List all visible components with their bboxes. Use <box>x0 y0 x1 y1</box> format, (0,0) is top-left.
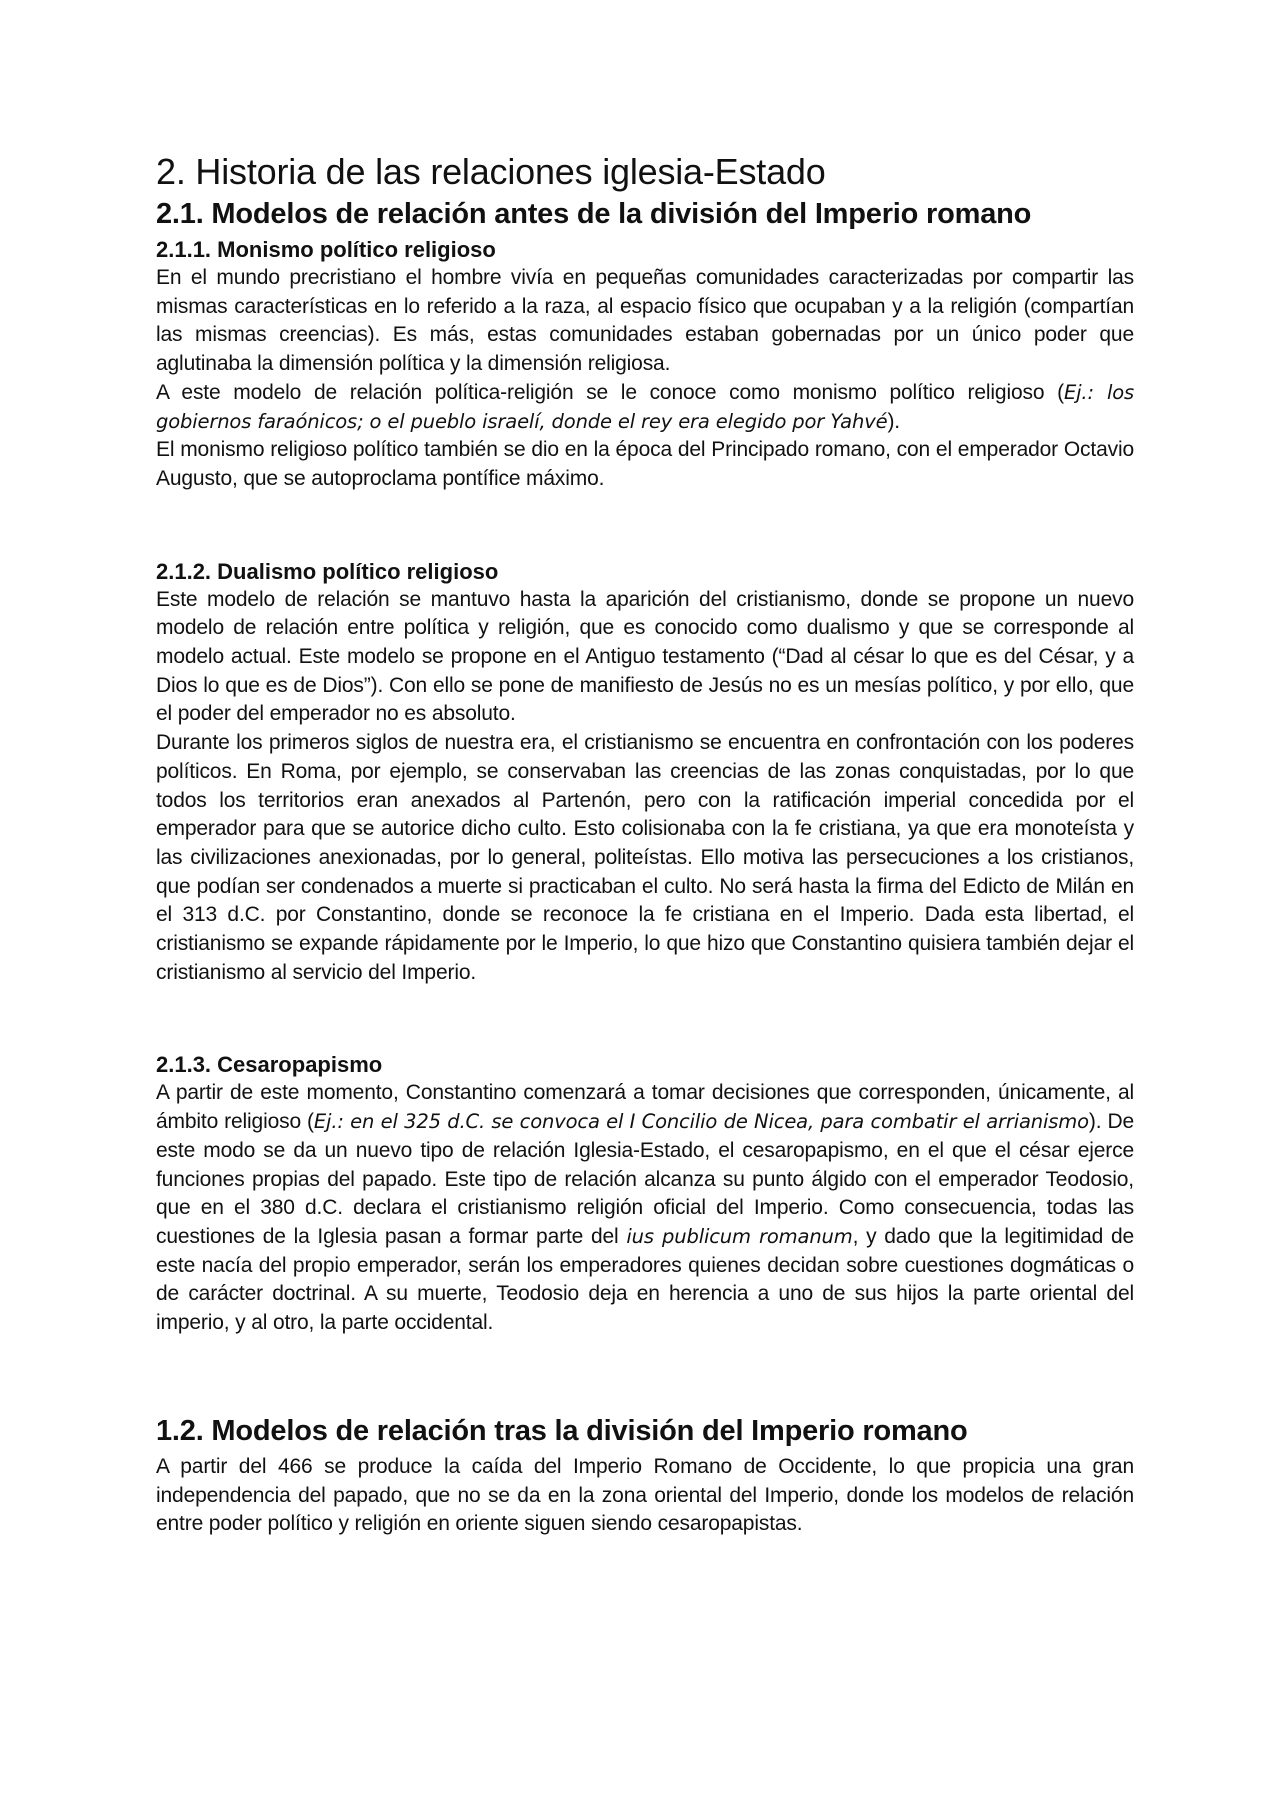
section-heading-1-2: 1.2. Modelos de relación tras la división del Imperio romano <box>156 1414 968 1447</box>
text-span: ). De este modo se da un nuevo tipo de relación Iglesia-Estado, el cesaropapismo, en el que el césar ejerce funciones propias del papado. Este tipo de relación alcanza su punto álgido con el emperador Teodosio, que en el 380 d.C. declara el cristianismo religión oficial del Imperio. Como consecuencia, todas las cuestiones de la Iglesia pasan a formar parte del <box>156 1110 1135 1248</box>
document-title: 2. Historia de las relaciones iglesia-Estado <box>156 151 826 192</box>
spacer <box>156 987 1134 1051</box>
text-span: A este modelo de relación política-religión se le conoce como monismo político religioso ( <box>156 380 1064 404</box>
section-heading-2-1-1: 2.1.1. Monismo político religioso <box>156 237 496 262</box>
paragraph: El monismo religioso político también se dio en la época del Principado romano, con el emperador Octavio Augusto, que se autoproclama pontífice máximo. <box>156 438 1134 490</box>
section-2-1-2 <box>156 558 1134 988</box>
latin-term: ius publicum romanum <box>626 1224 853 1248</box>
example-text: Ej.: los gobiernos faraónicos; o el pueblo israelí, donde el rey era elegido por Yahvé <box>156 380 1135 433</box>
document-page <box>156 150 1134 1539</box>
section-heading-2-1-3: 2.1.3. Cesaropapismo <box>156 1052 383 1078</box>
paragraph <box>156 1079 1134 1337</box>
paragraph: Este modelo de relación se mantuvo hasta la aparición del cristianismo, donde se propone un nuevo modelo de relación entre política y religión, que es conocido como dualismo y que se corresponde al modelo actual. Este modelo se propone en el Antiguo testamento (“Dad al césar lo que es del César, y a Dios lo que es de Dios”). Con ello se pone de manifiesto de Jesús no es un mesías político, y por ello, que el poder del emperador no es absoluto. <box>156 587 1134 726</box>
section-2-1-1 <box>156 236 1134 494</box>
paragraph: A partir del 466 se produce la caída del Imperio Romano de Occidente, lo que propicia una gran independencia del papado, que no se da en la zona oriental del Imperio, donde los modelos de relación entre poder político y religión en oriente siguen siendo cesaropapistas. <box>156 1454 1134 1536</box>
text-span: , y dado que la legitimidad de este nacía del propio emperador, serán los emperadores quienes decidan sobre cuestiones dogmáticas o de carácter doctrinal. A su muerte, Teodosio deja en herencia a uno de sus hijos la parte oriental del imperio, y al otro, la parte occidental. <box>156 1224 1135 1335</box>
paragraph <box>156 379 1134 436</box>
text-span: ). <box>887 409 900 433</box>
paragraph: Durante los primeros siglos de nuestra era, el cristianismo se encuentra en confrontación con los poderes políticos. En Roma, por ejemplo, se conservaban las creencias de las zonas conquistadas, por lo que todos los territorios eran anexados al Partenón, pero con la ratificación imperial concedida por el emperador para que se autorice dicho culto. Esto colisionaba con la fe cristiana, ya que era monoteísta y las civilizaciones anexionadas, por lo general, politeístas. Ello motiva las persecuciones a los cristianos, que podían ser condenados a muerte si practicaban el culto. No será hasta la firma del Edicto de Milán en el 313 d.C. por Constantino, donde se reconoce la fe cristiana en el Imperio. Dada esta libertad, el cristianismo se expande rápidamente por le Imperio, lo que hizo que Constantino quisiera también dejar el cristianismo al servicio del Imperio. <box>156 731 1134 984</box>
section-heading-2-1: 2.1. Modelos de relación antes de la división del Imperio romano <box>156 198 1032 230</box>
section-1-2 <box>156 1413 1134 1539</box>
section-heading-2-1-2: 2.1.2. Dualismo político religioso <box>156 558 499 584</box>
spacer <box>156 494 1134 558</box>
example-text: Ej.: en el 325 d.C. se convoca el I Concilio de Nicea, para combatir el arrianismo <box>313 1110 1089 1134</box>
text-span: A partir de este momento, Constantino comenzará a tomar decisiones que corresponden, únicamente, al ámbito religioso ( <box>156 1081 1134 1134</box>
spacer <box>156 1338 1134 1413</box>
section-2-1-3 <box>156 1051 1134 1337</box>
paragraph: En el mundo precristiano el hombre vivía en pequeñas comunidades caracterizadas por compartir las mismas características en lo referido a la raza, al espacio físico que ocupaban y a la religión (compartían las mismas creencias). Es más, estas comunidades estaban gobernadas por un único poder que aglutinaba la dimensión política y la dimensión religiosa. <box>156 266 1134 376</box>
